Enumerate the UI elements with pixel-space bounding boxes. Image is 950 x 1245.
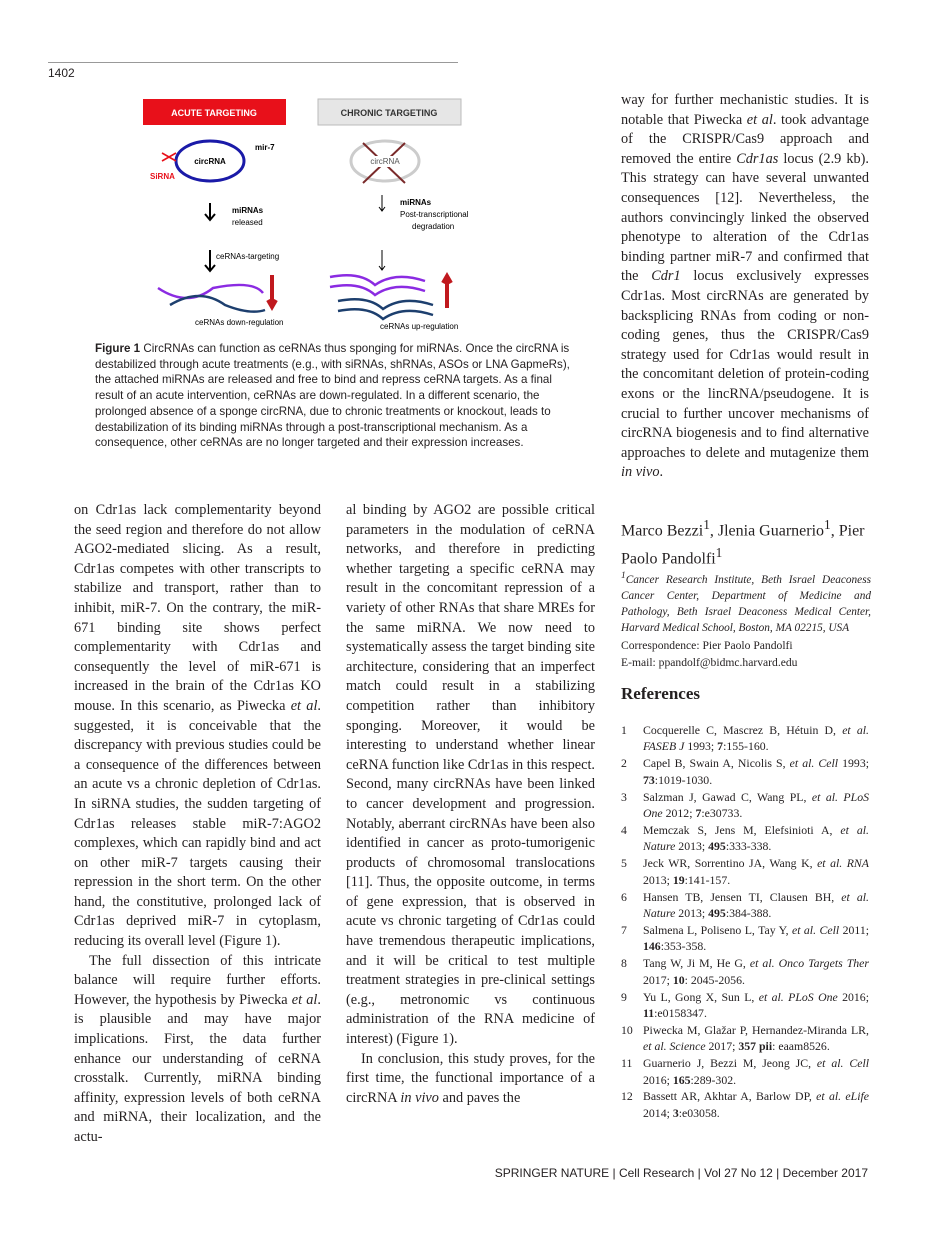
reference-item [621,1055,869,1088]
ref-authors: Salmena L, Poliseno L, Tay Y, [643,922,792,937]
ref-authors: Jeck WR, Sorrentino JA, Wang K, [643,856,818,871]
ref-journal: et al. PLoS One [758,989,838,1004]
reference-text [643,1022,869,1055]
reference-item [621,922,869,955]
ref-year: 2016; [643,1072,673,1087]
text: in vivo [400,1089,439,1106]
reference-number: 6 [621,889,627,904]
text: and paves the [438,1089,521,1106]
arrow-icon [379,250,385,270]
ref-journal: et al. Cell [791,922,840,937]
text: in vivo [621,464,660,481]
text: Cdr1 [651,268,681,285]
paragraph [74,501,321,952]
cerna-strand [158,285,263,298]
ref-authors: Bassett AR, Akhtar A, Barlow DP, [643,1089,817,1104]
reference-item [621,1022,869,1055]
reference-item [621,722,869,755]
down-arrow-icon [268,275,276,307]
reference-text [643,889,869,922]
reference-number: 4 [621,822,627,837]
reference-item [621,822,869,855]
mirnas-label: miRNAs [232,206,264,215]
affiliation-text: Cancer Research Institute, Beth Israel Deaconess Cancer Center, Department of Medicine and Pathology, Beth Israel Deaconess Medical Center, Harvard Medical School, Boston, MA 02215, USA [621,573,871,634]
reference-number: 8 [621,956,627,971]
ref-pages: :155-160. [723,739,769,754]
down-regulation-label: ceRNAs down-regulation [195,318,284,327]
ref-pages: : 2045-2056. [684,972,745,987]
paragraph [621,91,869,483]
ref-year: 2013; [643,872,673,887]
cerna-strands [330,275,425,295]
affiliation [621,568,871,636]
ref-pages: :289-302. [690,1072,737,1087]
ref-volume: 165 [672,1072,691,1087]
text: . [659,464,664,481]
reference-text [643,922,869,955]
reference-item [621,989,869,1022]
text: The full dissection of this intricate balance will require further efforts. However, the hypothesis by Piwecka [74,952,321,1008]
reference-text [643,789,869,822]
reference-number: 11 [621,1056,633,1071]
figure-1 [130,95,490,335]
up-regulation-label: ceRNAs up-regulation [380,322,459,331]
ref-journal: et al. Onco Targets Ther [749,956,869,971]
ref-journal: et al. FASEB J [643,723,869,754]
text: . took advantage of the CRISPR/Cas9 approach and removed the entire [621,111,869,167]
ref-volume: 3 [672,1105,679,1120]
ref-year: 1993; [684,739,718,754]
text: et al [291,991,318,1008]
column-1 [74,501,321,1148]
author: , Pier Paolo Pandolfi [621,522,865,568]
ref-volume: 19 [672,872,685,887]
ref-volume: 10 [672,972,685,987]
ref-journal: et al. PLoS One [643,789,869,821]
text: In conclusion, this study proves, for the first time, the functional importance of a circRNA [346,1050,595,1106]
ref-year: 2011; [839,922,870,937]
ref-journal: et al. Science [643,1039,706,1054]
reference-item [621,1088,869,1121]
ref-year: 2013; [675,905,709,920]
ref-volume: 146 [643,939,661,954]
arrow-icon [205,203,215,220]
cerna-strand [170,296,265,312]
arrow-icon [379,195,385,211]
reference-text [643,755,869,788]
released-label: released [232,218,263,227]
reference-list [621,722,869,1122]
column-3 [621,91,869,483]
caption-text: CircRNAs can function as ceRNAs thus sponging for miRNAs. Once the circRNA is destabilized through acute treatments (e.g., with siRNAs, shRNAs, ASOs or LNA GapmeRs), the attached miRNAs are released and free to bind and repress ceRNA targets. As a final result of an acute intervention, ceRNAs are down-regulated. In a different scenario, the prolonged absence of a sponge circRNA, due to chronic treatments or knockout, leads to destabilization of its binding miRNAs through a post-transcriptional mechanism. As a consequence, other ceRNAs are no longer targeted and their expression increases. [95,342,570,450]
ref-authors: Piwecka M, Glažar P, Hernandez-Miranda LR, [643,1022,869,1037]
reference-number: 12 [621,1089,633,1104]
ref-pages: :e30733. [701,806,743,821]
correspondence-email[interactable]: E-mail: ppandolf@bidmc.harvard.edu [621,656,798,669]
ref-journal: et al. eLife [816,1089,869,1104]
reference-text [643,989,869,1022]
ref-authors: Hansen TB, Jensen TI, Clausen BH, [643,889,842,904]
reference-text [643,822,869,855]
ref-volume: 7 [717,739,724,754]
ref-volume: 7 [695,806,702,821]
text: on Cdr1as lack complementarity beyond the seed region and therefore do not allow AGO2-mediated slicing. As a result, Cdr1as competes with other transcripts to stabilize and transport, rather than to inhibit, miR-7. On the contrary, the miR-671 binding site shows perfect complementarity with Cdr1as and consequently the level of miR-671 is increased in the brain of the Cdr1as KO mouse. In this scenario, as Piwecka [74,502,321,714]
ref-year: 2016; [837,989,869,1004]
figure-caption [95,341,573,451]
acute-title: ACUTE TARGETING [171,108,257,118]
ref-authors: Guarnerio J, Bezzi M, Jeong JC, [643,1056,817,1071]
reference-item [621,889,869,922]
cerna-strands [338,299,433,319]
reference-item [621,789,869,822]
ref-authors: Memczak S, Jens M, Elefsinioti A, [643,822,841,837]
ref-authors: Cocquerelle C, Mascrez B, Hétuin D, [643,723,843,737]
ref-pages: :e0158347. [654,1005,707,1020]
sup: 1 [824,517,831,532]
paragraph [346,1050,595,1109]
circrna-label: circRNA [194,157,226,166]
reference-text [643,855,869,888]
ref-pages: :e03058. [678,1105,720,1120]
reference-number: 1 [621,723,627,737]
sup: 1 [621,571,626,581]
ref-pages: : eaam8526. [772,1039,830,1054]
ref-pages: :141-157. [684,872,731,887]
ref-pages: :384-388. [725,905,772,920]
ref-pages: :353-358. [660,939,707,954]
post-transcriptional-label: Post-transcriptional [400,210,469,219]
reference-number: 10 [621,1022,633,1037]
reference-item [621,755,869,788]
ref-pages: :1019-1030. [654,772,713,787]
mirnas-label: miRNAs [400,198,432,207]
text: . is plausible and may have major implications. First, the data further enhance our understanding of ceRNA crosstalk. Currently, miRNA binding affinity, expression levels of both ceRNA and miRNA, their localization, and the actu- [74,991,321,1145]
ref-year: 2017; [643,972,673,987]
ref-journal: et al. Cell [816,1056,869,1071]
caption-label: Figure 1 [95,342,141,355]
ref-authors: Tang W, Ji M, He G, [643,956,750,971]
reference-item [621,955,869,988]
reference-text [643,955,869,988]
author: Marco Bezzi [621,522,704,540]
ref-year: 2014; [643,1105,673,1120]
reference-number: 3 [621,789,627,804]
ref-journal: et al. Nature [643,822,869,854]
ref-year: 2012; [662,806,696,821]
ref-authors: Salzman J, Gawad C, Wang PL, [643,789,812,804]
reference-text [643,1088,869,1121]
chronic-title: CHRONIC TARGETING [340,108,438,118]
text: way for further mechanistic studies. It is notable that Piwecka [621,92,869,128]
reference-number: 7 [621,922,627,937]
ref-pages: :333-338. [725,839,772,854]
circrna-label: circRNA [370,157,400,166]
scissors-icon [162,153,176,161]
ref-volume: 495 [708,905,726,920]
paragraph [74,952,321,1148]
author: , Jlenia Guarnerio [709,522,825,540]
page-number: 1402 [48,66,75,80]
ref-authors: Capel B, Swain A, Nicolis S, [643,756,790,771]
footer: SPRINGER NATURE | Cell Research | Vol 27 No 12 | December 2017 [494,1166,868,1180]
text: . suggested, it is conceivable that the discrepancy with previous studies could be a consequence of the differences between an acute vs a chronic depletion of Cdr1as. In siRNA studies, the sudden targeting of Cdr1as releases stable miR-7:AGO2 complexes, which can rapidly bind and act on other miR-7 targets causing their repression in the short term. On the other hand, the constitutive, prolonged lack of Cdr1as deprived miR-7 in cytoplasm, reducing its overall level (Figure 1). [74,697,321,950]
reference-text [643,1055,869,1088]
ref-journal: et al. RNA [817,856,869,871]
reference-text [643,722,869,755]
reference-number: 5 [621,856,627,871]
reference-item [621,855,869,888]
reference-number: 9 [621,989,627,1004]
text: locus exclusively expresses Cdr1as. Most circRNAs are generated by backsplicing RNAs from coding or non-coding genes, thus the CRISPR/Cas9 strategy used for Cdr1as would result in the concomitant deletion of protein-coding exons or the lincRNA/pseudogene. It is crucial to further uncover mechanisms of circRNA biogenesis and to find alternative approaches to delete and mutagenize them [621,268,869,461]
ref-authors: Yu L, Gong X, Sun L, [643,989,759,1004]
ref-year: 2017; [705,1039,739,1054]
correspondence [621,637,871,671]
header-rule [48,62,458,63]
text: Cdr1as [736,150,779,167]
ref-year: 1993; [838,756,869,771]
up-arrow-icon [443,276,451,308]
ref-volume: 11 [643,1005,655,1020]
degradation-label: degradation [412,222,455,231]
references-heading: References [621,684,700,703]
sup: 1 [703,517,710,532]
ref-volume: 73 [643,772,655,787]
ref-journal: et al. Cell [789,756,839,771]
reference-number: 2 [621,756,627,771]
paragraph: al binding by AGO2 are possible critical parameters in the modulation of ceRNA networks, and therefore in predicting whether targeting a specific ceRNA may result in the concomitant repression of a variety of other RNAs that share MREs for the same miRNA. We now need to systematically assess the target binding site architecture, considering that an imperfect match could result in a stabilizing competition rather than inhibitory sponging. Moreover, it would be interesting to understand whether linear ceRNA function like Cdr1as in this respect. Second, many circRNAs have been linked to cancer development and progression. Notably, aberrant circRNAs have been also identified in cancer as proto-tumorigenic products of chromosomal translocations [11]. Thus, the opposite outcome, in terms of gene expression, that is observed in acute vs chronic targeting of Cdr1as could have tremendous therapeutic implications, and it will be critical to test multiple treatment strategies in pre-clinical settings (e.g., metronomic vs continuous administration of the RNA medicine of interest) (Figure 1). [346,502,595,1048]
cerna-targeting-label: ceRNAs-targeting [216,252,280,261]
ref-year: 2013; [675,839,709,854]
correspondence-name: Correspondence: Pier Paolo Pandolfi [621,639,793,652]
ref-volume: 357 pii [738,1039,773,1054]
mir7-label: mir-7 [255,143,275,152]
ref-journal: et al. Nature [643,889,869,920]
sirna-label: SiRNA [150,172,175,181]
authors [621,514,871,571]
arrow-icon [205,250,215,271]
sup: 1 [715,545,723,561]
text: et al [746,111,773,128]
text: et al [290,697,318,714]
column-2 [346,501,595,1108]
text: locus (2.9 kb). This strategy can have several unwanted consequences [12]. Nevertheless, the authors convincingly linked the observed phenotype to alteration of the Cdr1as binding partner miR-7 and confirmed that the [621,150,869,285]
ref-volume: 495 [708,839,726,854]
